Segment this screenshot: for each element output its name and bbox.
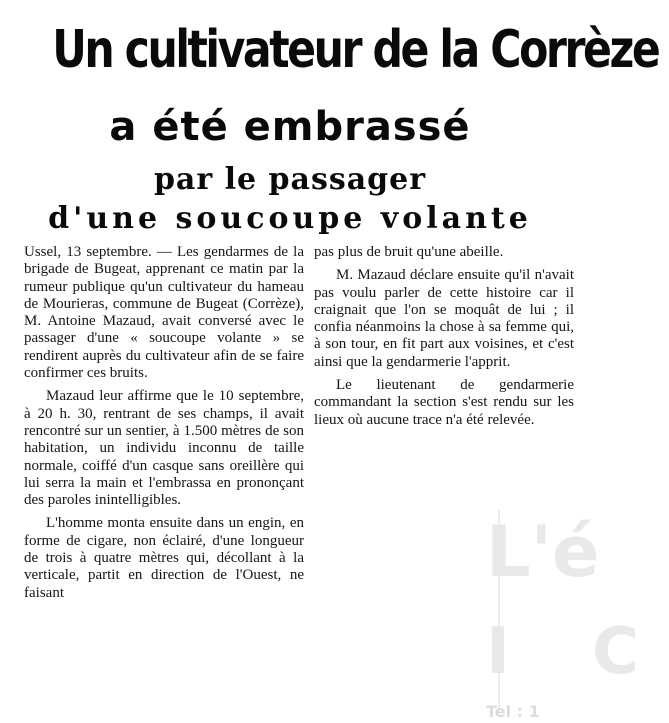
- paragraph-mazaud-declaration: M. Mazaud déclare ensuite qu'il n'avait pas voulu parler de cette histoire car il craignait que l'on se moquât de lui ; il confia néanmoins la chose à sa femme qui, à son tour, en fit part aux voisines, et c'est ainsi que la gendarmerie l'apprit.: [314, 267, 574, 370]
- headline-line-2: a été embrassé: [109, 104, 471, 150]
- paragraph-mazaud-account: Mazaud leur affirme que le 10 septembre, à 20 h. 30, rentrant de ses champs, il avait rencontré sur un sentier, à 1.500 mètres de son habitation, un individu inconnu de taille normale, coiffé d'un casque sans oreillère qui lui serra la main et l'embrassa en prononçant des paroles inintelligibles.: [24, 388, 304, 509]
- headline-line-3: par le passager: [153, 162, 427, 197]
- adjacent-article-fragment-1: L'é: [486, 511, 600, 593]
- paragraph-lieutenant: Le lieutenant de gendarmerie commandant la section s'est rendu sur les lieux où aucune trace n'a été relevée.: [314, 377, 574, 428]
- paragraph-engine-departure: L'homme monta ensuite dans un engin, en forme de cigare, non éclairé, d'une longueur de trois à quatre mètres qui, décollant à la verticale, partit en direction de l'Ouest, ne faisant: [24, 515, 304, 601]
- paragraph-continuation: pas plus de bruit qu'une abeille.: [314, 244, 504, 260]
- paragraph-dateline: Ussel, 13 septembre. — Les gendarmes de la brigade de Bugeat, apprenant ce matin par la rumeur publique qu'un cultivateur du hameau de Mourieras, commune de Bugeat (Corrèze), M. Antoine Mazaud, avait conversé avec le passager d'une « soucoupe volante » se rendirent auprès du cultivateur afin de se faire confirmer ces bruits.: [24, 244, 304, 382]
- adjacent-article-fragment-2: I C: [486, 615, 669, 689]
- adjacent-article-fragment-3: Tel : 1: [486, 702, 540, 721]
- headline-line-4: d'une soucoupe volante: [48, 201, 532, 236]
- article-column-2: [314, 244, 574, 435]
- headline-line-1: Un cultivateur de la Corrèze: [52, 20, 659, 80]
- article-column-1: [24, 244, 304, 608]
